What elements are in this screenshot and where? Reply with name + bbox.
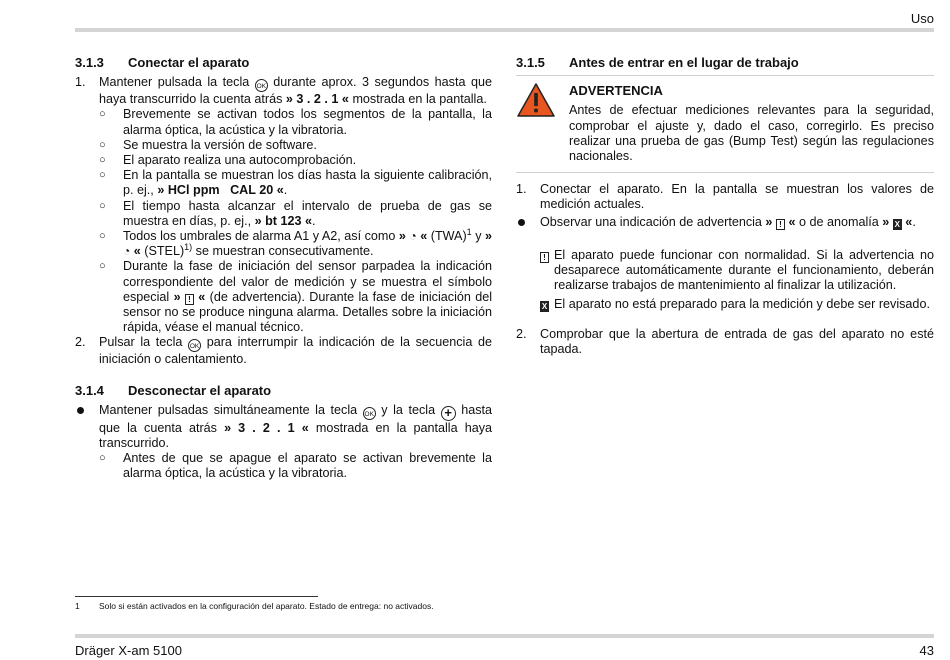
warning-triangle-icon xyxy=(516,82,556,118)
warning-box xyxy=(516,75,934,173)
warning-symbol-icon: ! xyxy=(185,294,194,305)
sub-list-item: ○ Todos los umbrales de alarma A1 y A2, así como » ◔ « (TWA)$^1$ y » ◔ « (STEL)$^{1)}$ se muestran consecutivamente. xyxy=(99,226,493,259)
warning-text: Antes de efectuar mediciones relevantes para la seguridad, comprobar el ajuste y, dado el caso, corregirlo. Es preciso realizar una prueba de gas (Bump Test) según las regulaciones nacionales. xyxy=(569,103,934,164)
right-column xyxy=(516,55,934,357)
note-fault: X El aparato no está preparado para la medición y debe ser revisado. xyxy=(541,297,930,312)
step-number: 1. xyxy=(516,182,527,197)
bullet-item: Mantener pulsadas simultáneamente la tecla OK y la tecla + hasta que la cuenta atrás » 3 . 2 . 1 « mostrada en la pantalla haya transcurrido. xyxy=(75,403,492,451)
footnote-text: Solo si están activados en la configuración del aparato. Estado de entrega: no activados. xyxy=(99,601,434,611)
header-rule xyxy=(75,28,934,32)
ok-key-icon: OK xyxy=(188,339,201,352)
circle-bullet-icon: ○ xyxy=(99,169,106,182)
step-number: 1. xyxy=(75,75,86,90)
warning-symbol-icon: ! xyxy=(540,252,549,263)
step-number: 2. xyxy=(75,335,86,350)
sub-list-item: ○ Durante la fase de iniciación del sensor parpadea la indicación correspondiente del valor de medición y se muestra el símbolo especial » ! « (de advertencia). Durante la fase de iniciación del sensor no se produce ninguna alarma. Detalles sobre la iniciación rápida, véase el manual técnico. xyxy=(99,259,493,335)
section-heading-connect xyxy=(75,55,492,70)
note-warning: ! El aparato puede funcionar con normalidad. Si la advertencia no desaparece automáticamente durante el funcionamiento, deberán realizarse trabajos de mantenimiento al finalizar la utilización. xyxy=(516,248,934,294)
bullet-dot-icon xyxy=(518,219,525,226)
circle-bullet-icon: ○ xyxy=(99,138,106,151)
section-number: 3.1.4 xyxy=(75,382,104,398)
numbered-step: 2. Pulsar la tecla OK para interrumpir la indicación de la secuencia de iniciación o calentamiento. xyxy=(75,335,493,367)
display-readout: » bt 123 « xyxy=(254,213,313,228)
section-title: Antes de entrar en el lugar de trabajo xyxy=(569,55,799,70)
footer-rule xyxy=(75,634,934,638)
fault-symbol-icon: X xyxy=(541,302,548,312)
left-column xyxy=(75,55,492,482)
section-heading-disconnect xyxy=(75,383,492,398)
sub-list-item: ○ En la pantalla se muestran los días hasta la siguiente calibración, p. ej., » HCl ppm CAL 20 «. xyxy=(99,168,492,198)
display-readout: » 3 . 2 . 1 « xyxy=(285,92,349,107)
section-number: 3.1.5 xyxy=(516,55,545,70)
footer-product: Dräger X-am 5100 xyxy=(75,643,182,658)
ok-key-icon: OK xyxy=(363,407,376,420)
step-text: Mantener pulsada la tecla OK durante aprox. 3 segundos hasta que haya transcurrido la cuenta atrás » 3 . 2 . 1 « mostrada en la pantalla. xyxy=(99,75,493,107)
display-readout: » 3 . 2 . 1 « xyxy=(224,420,309,435)
footnote-rule xyxy=(75,596,318,597)
circle-bullet-icon: ○ xyxy=(99,154,106,167)
fault-symbol-icon: X xyxy=(894,219,900,229)
section-number: 3.1.3 xyxy=(75,55,104,70)
warning-heading: ADVERTENCIA xyxy=(569,83,663,99)
twa-icon: ◔ xyxy=(409,229,417,244)
sub-list-item: ○ Se muestra la versión de software. xyxy=(99,137,317,152)
numbered-step xyxy=(75,75,492,107)
step-number: 2. xyxy=(516,326,527,341)
circle-bullet-icon: ○ xyxy=(99,260,106,273)
footnote-number: 1 xyxy=(75,601,80,611)
page-number: 43 xyxy=(919,643,934,658)
ok-key-icon: OK xyxy=(255,79,268,92)
bullet-item: Observar una indicación de advertencia » ! « o de anomalía » X «. xyxy=(516,215,934,230)
section-title: Desconectar el aparato xyxy=(128,382,272,398)
sub-list-item: ○ Brevemente se activan todos los segmentos de la pantalla, la alarma óptica, la acústica y la vibratoria. xyxy=(99,107,492,137)
plus-key-icon: + xyxy=(441,406,456,421)
display-readout: » HCl ppm CAL 20 « xyxy=(157,183,284,198)
section-title: Conectar el aparato xyxy=(128,55,250,70)
sub-list-item: ○ Antes de que se apague el aparato se activan brevemente la alarma óptica, la acústica y la vibratoria. xyxy=(99,451,492,481)
stel-icon: ◔ xyxy=(123,244,131,259)
warning-symbol-icon: ! xyxy=(776,219,785,230)
numbered-step: 2. Comprobar que la abertura de entrada de gas del aparato no esté tapada. xyxy=(516,326,934,356)
circle-bullet-icon: ○ xyxy=(99,230,106,243)
circle-bullet-icon: ○ xyxy=(99,108,106,121)
footnote xyxy=(75,599,434,614)
bullet-dot-icon xyxy=(77,407,84,414)
numbered-step: 1. Conectar el aparato. En la pantalla se muestran los valores de medición actuales. xyxy=(516,182,934,212)
circle-bullet-icon: ○ xyxy=(99,199,106,212)
sub-list-item: ○ El aparato realiza una autocomprobación. xyxy=(99,153,357,168)
section-heading-before-work xyxy=(516,55,934,70)
sub-list-item: ○ El tiempo hasta alcanzar el intervalo de prueba de gas se muestra en días, p. ej., » bt 123 «. xyxy=(99,198,492,228)
header-section-title: Uso xyxy=(910,11,934,26)
circle-bullet-icon: ○ xyxy=(99,452,106,465)
